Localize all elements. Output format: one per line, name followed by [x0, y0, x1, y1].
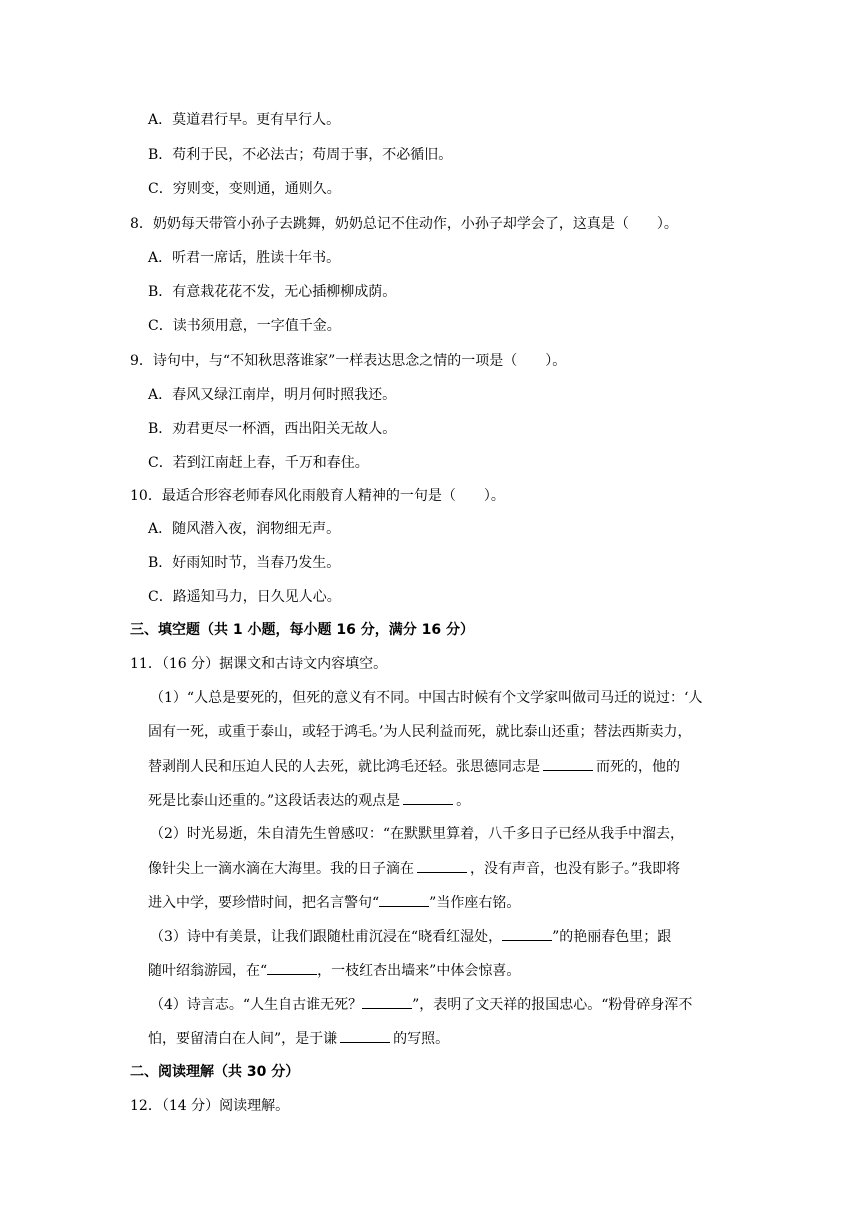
- question-12-stem: 12．（14 分）阅读理解。: [130, 1098, 290, 1114]
- blank-7[interactable]: [362, 994, 412, 1009]
- q10-option-c: C．路遥知马力，日久见人心。: [148, 589, 341, 605]
- blank-5[interactable]: [502, 926, 552, 941]
- blank-3[interactable]: [417, 858, 467, 873]
- q9-option-c: C．若到江南赶上春，千万和春住。: [148, 455, 369, 471]
- q11-part1-line4: 死是比泰山还重的。”这段话表达的观点是 。: [148, 790, 470, 811]
- blank-8[interactable]: [340, 1028, 390, 1043]
- q11-part2-line1: （2）时光易逝，朱自清先生曾感叹：“在默默里算着，八千多日子已经从我手中溜去，: [150, 826, 685, 842]
- q7-option-b: B．苟利于民，不必法古；苟周于事，不必循旧。: [148, 147, 453, 163]
- q11-part1-line2: 固有一死，或重于泰山，或轻于鸿毛。’为人民利益而死，就比泰山还重；替法西斯卖力，: [148, 724, 692, 740]
- q7-option-c: C．穷则变，变则通，通则久。: [148, 181, 341, 197]
- blank-4[interactable]: [379, 892, 429, 907]
- q11-part3-line2: 随叶绍翁游园，在“ ，一枝红杏出墙来”中体会惊喜。: [148, 960, 520, 981]
- blank-6[interactable]: [267, 960, 317, 975]
- q11-part1-line3: 替剥削人民和压迫人民的人去死，就比鸿毛还轻。张思德同志是 而死的，他的: [148, 756, 680, 777]
- q11-part4-line1: （4）诗言志。“人生自古谁无死？ ”，表明了文天祥的报国忠心。“粉骨碎身浑不: [150, 994, 692, 1015]
- q8-option-c: C．读书须用意，一字值千金。: [148, 318, 341, 334]
- section-heading-fill-blank: 三、填空题（共 1 小题，每小题 16 分，满分 16 分）: [130, 622, 474, 638]
- q7-option-a: A．莫道君行早。更有早行人。: [148, 112, 341, 128]
- blank-2[interactable]: [403, 790, 453, 805]
- question-9-stem: 9．诗句中，与“不知秋思落谁家”一样表达思念之情的一项是（ ）。: [130, 353, 567, 369]
- q10-option-a: A．随风潜入夜，润物细无声。: [148, 521, 341, 537]
- q11-part2-line3: 进入中学，要珍惜时间，把名言警句“ ”当作座右铭。: [148, 892, 520, 913]
- q10-option-b: B．好雨知时节，当春乃发生。: [148, 555, 341, 571]
- question-11-stem: 11．（16 分）据课文和古诗文内容填空。: [130, 656, 388, 672]
- blank-1[interactable]: [543, 756, 593, 771]
- q11-part1-line1: （1）“人总是要死的，但死的意义有不同。中国古时候有个文学家叫做司马迁的说过：‘人: [150, 690, 703, 706]
- q8-option-b: B．有意栽花花不发，无心插柳柳成荫。: [148, 284, 397, 300]
- q11-part2-line2: 像针尖上一滴水滴在大海里。我的日子滴在 ，没有声音，也没有影子。”我即将: [148, 858, 680, 879]
- q11-part4-line2: 怕，要留清白在人间”，是于谦 的写照。: [148, 1028, 449, 1049]
- q9-option-b: B．劝君更尽一杯酒，西出阳关无故人。: [148, 421, 397, 437]
- q11-part3-line1: （3）诗中有美景，让我们跟随杜甫沉浸在“晓看红湿处， ”的艳丽春色里；跟: [150, 926, 671, 947]
- q8-option-a: A．听君一席话，胜读十年书。: [148, 250, 341, 266]
- q9-option-a: A．春风又绿江南岸，明月何时照我还。: [148, 387, 397, 403]
- question-10-stem: 10．最适合形容老师春风化雨般育人精神的一句是（ ）。: [130, 488, 505, 504]
- question-8-stem: 8．奶奶每天带管小孙子去跳舞，奶奶总记不住动作，小孙子却学会了，这真是（ ）。: [130, 216, 678, 232]
- section-heading-reading: 二、阅读理解（共 30 分）: [130, 1064, 300, 1080]
